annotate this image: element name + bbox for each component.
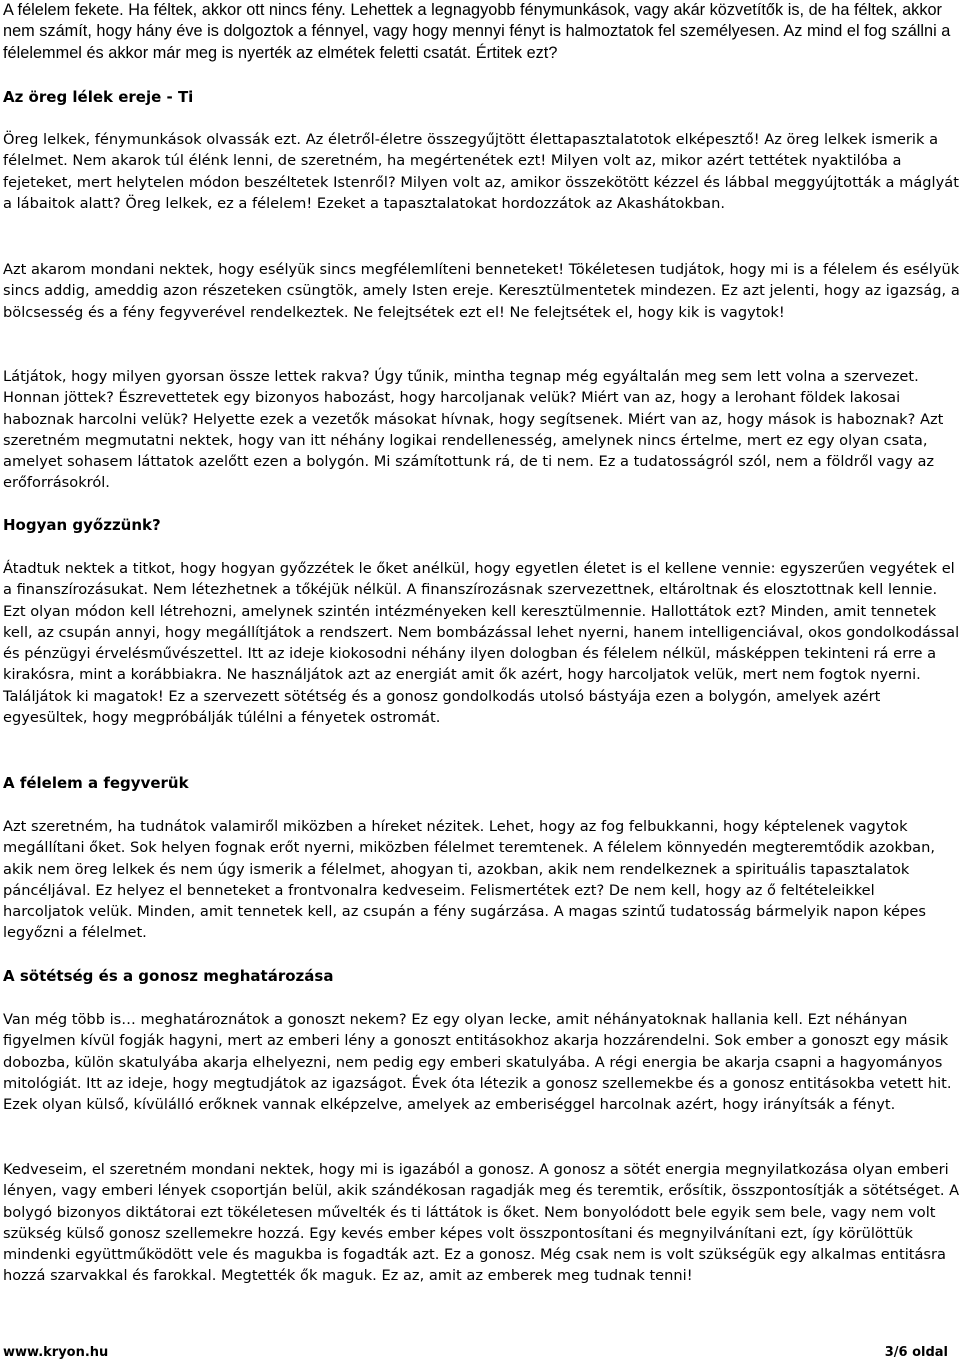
paragraph-how-to-win-1: Átadtuk nektek a titkot, hogy hogyan győzzétek le őket anélkül, hogy egyetlen életet is el kellene vennie: egyszerűen vegyétek el a finanszírozásukat. Nem létezhetnek a tőkéjük nélkül. A finanszírozásnak szervezettnek, eltároltnak és elosztottnak kell lennie. Ezt olyan módon kell létrehozni, amelynek szintén intézményeken kell keresztülmennie. Hallottátok ezt? Minden, amit tennetek kell, az csupán annyi, hogy megállítjátok a rendszert. Nem bombázással lehet nyerni, hanem intelligenciával, okos gondolkodással és pénzügyi érvelésművészettel. Itt az ideje kiokosodni néhány ilyen dologban és félelem nélkül, másképpen tekinteni rá erre a kirakósra, mint a korábbiakra. Ne használjátok azt az energiát amit ők azért, hogy harcoljatok velük, mert nem fogtok nyerni. Találjátok ki magatok! Ez a szervezett sötétség és a gonosz gondolkodás utolsó bástyája ezen a bolygón, amelyek azért egyesültek, hogy megpróbálják túlélni a fényetek ostromát. bbox=[3, 560, 960, 727]
page-footer bbox=[3, 1345, 948, 1361]
paragraph-old-soul-1: Öreg lelkek, fénymunkások olvassák ezt. Az életről-életre összegyűjtött élettapasztalatotok elképesztő! Az öreg lelkek ismerik a félelmet. Nem akarok túl élénk lenni, de szeretném, ha megértenétek ezt! Milyen volt az, mikor azért tettétek nyaktilóba a fejeteket, mert helytelen módon beszéltetek Istenről? Milyen volt az, amikor összekötött kézzel és lábbal meggyújtották a máglyát a lábaitok alatt? Öreg lelkek, ez a félelem! Ezeket a tapasztalatokat hordozzátok az Akashátokban. bbox=[3, 131, 959, 212]
footer-site-link[interactable]: www.kryon.hu bbox=[3, 1345, 109, 1360]
section-heading-darkness-evil: A sötétség és a gonosz meghatározása bbox=[3, 967, 334, 985]
section-heading-fear-weapon: A félelem a fegyverük bbox=[3, 774, 189, 792]
section-heading-old-soul: Az öreg lélek ereje - Ti bbox=[3, 88, 194, 106]
paragraph-old-soul-3: Látjátok, hogy milyen gyorsan össze lettek rakva? Úgy tűnik, mintha tegnap még egyáltalán meg sem lett volna a szervezet. Honnan jöttek? Észrevettetek egy bizonyos habozást, hogy harcoljanak velük? Miért van az, hogy a lerohant földek lakosai haboznak harcolni velük? Helyette ezek a vezetők másokat hívnak, hogy segítsenek. Miért van az, hogy mások is haboznak? Azt szeretném megmutatni nektek, hogy van itt néhány logikai rendellenesség, amelynek nincs értelme, mert ez egy olyan csata, amelyet sohasem láttatok azelőtt ezen a bolygón. Mi számítottunk rá, de ti nem. Ez a tudatosságról szól, nem a földről vagy az erőforrásokról. bbox=[3, 368, 944, 492]
intro-paragraph: A félelem fekete. Ha féltek, akkor ott nincs fény. Lehettek a legnagyobb fénymunkások, vagy akár közvetítők is, de ha féltek, akkor nem számít, hogy hány éve is dolgoztok a fénnyel, vagy hogy mennyi fényt is halmoztatok fel személyesen. Az mind el fog szállni a félelemmel és akkor már meg is nyerték az elmétek feletti csatát. Értitek ezt? bbox=[3, 1, 951, 62]
footer-page-number: 3/6 oldal bbox=[884, 1345, 948, 1360]
paragraph-fear-weapon-1: Azt szeretném, ha tudnátok valamiről miközben a híreket nézitek. Lehet, hogy az fog felbukkanni, hogy képtelenek vagytok megállítani őket. Sok helyen fognak erőt nyerni, miközben félelmet teremtenek. A félelem könnyedén megteremtődik azokban, akik nem öreg lelkek és nem úgy ismerik a félelmet, ahogyan ti, azokban, akik nem rendelkeznek a spirituális tapasztalatok páncéljával. Ez helyez el benneteket a frontvonalra kedveseim. Felismertétek ezt? De nem kell, hogy az ő feltételeikkel harcoljatok velük. Minden, amit tennetek kell, az csupán a fény sugárzása. A magas szintű tudatosság bármelyik napon képes legyőzni a félelmet. bbox=[3, 818, 935, 942]
section-heading-how-to-win: Hogyan győzzünk? bbox=[3, 516, 161, 534]
paragraph-darkness-evil-2: Kedveseim, el szeretném mondani nektek, hogy mi is igazából a gonosz. A gonosz a sötét energia megnyilatkozása olyan emberi lényen, vagy emberi lények csoportján belül, akik szándékosan ragadják meg és teremtik, erősítik, összpontosítják a sötétséget. A bolygó bizonyos diktátorai ezt tökéletesen művelték és ti láttátok is őket. Nem bonyolódott bele egyik sem bele, vagy nem volt szükség külső gonosz szellemekre hozzá. Egy kevés ember képes volt összpontosítani és megnyilvánítani ezt, így körülöttük mindenki együttműködött vele és magukba is fogadták azt. Ez a gonosz. Még csak nem is volt szükségük egy alkalmas entitásra hozzá szarvakkal és farokkal. Megtették ők maguk. Ez az, amit az emberek meg tudnak tenni! bbox=[3, 1161, 960, 1285]
paragraph-darkness-evil-1: Van még több is… meghatároznátok a gonoszt nekem? Ez egy olyan lecke, amit néhányatoknak hallania kell. Ezt néhányan figyelmen kívül fogják hagyni, mert az emberi lény a gonoszt entitásokhoz akarja hozzárendelni. Sok ember a gonoszt egy másik dobozba, külön skatulyába akarja elhelyezni, nem pedig egy emberi skatulyába. A régi energia be akarja csapni a hagyományos mitológiát. Itt az ideje, hogy megtudjátok az igazságot. Évek óta létezik a gonosz szellemekbe és a gonosz entitásokba vetett hit. Ezek olyan külső, kívülálló erőknek vannak elképzelve, amelyek az emberiséggel harcolnak azért, hogy irányítsák a fényt. bbox=[3, 1011, 952, 1114]
paragraph-old-soul-2: Azt akarom mondani nektek, hogy esélyük sincs megfélemlíteni benneteket! Tökéletesen tudjátok, hogy mi is a félelem és esélyük sincs addig, ameddig azon részeteken csüngtök, amely Isten ereje. Keresztülmentetek mindezen. Ez azt jelenti, hogy az igazság, a bölcsesség és a fény fegyverével rendelkeztek. Ne felejtsétek ezt el! Ne felejtsétek el, hogy kik is vagytok! bbox=[3, 261, 960, 321]
